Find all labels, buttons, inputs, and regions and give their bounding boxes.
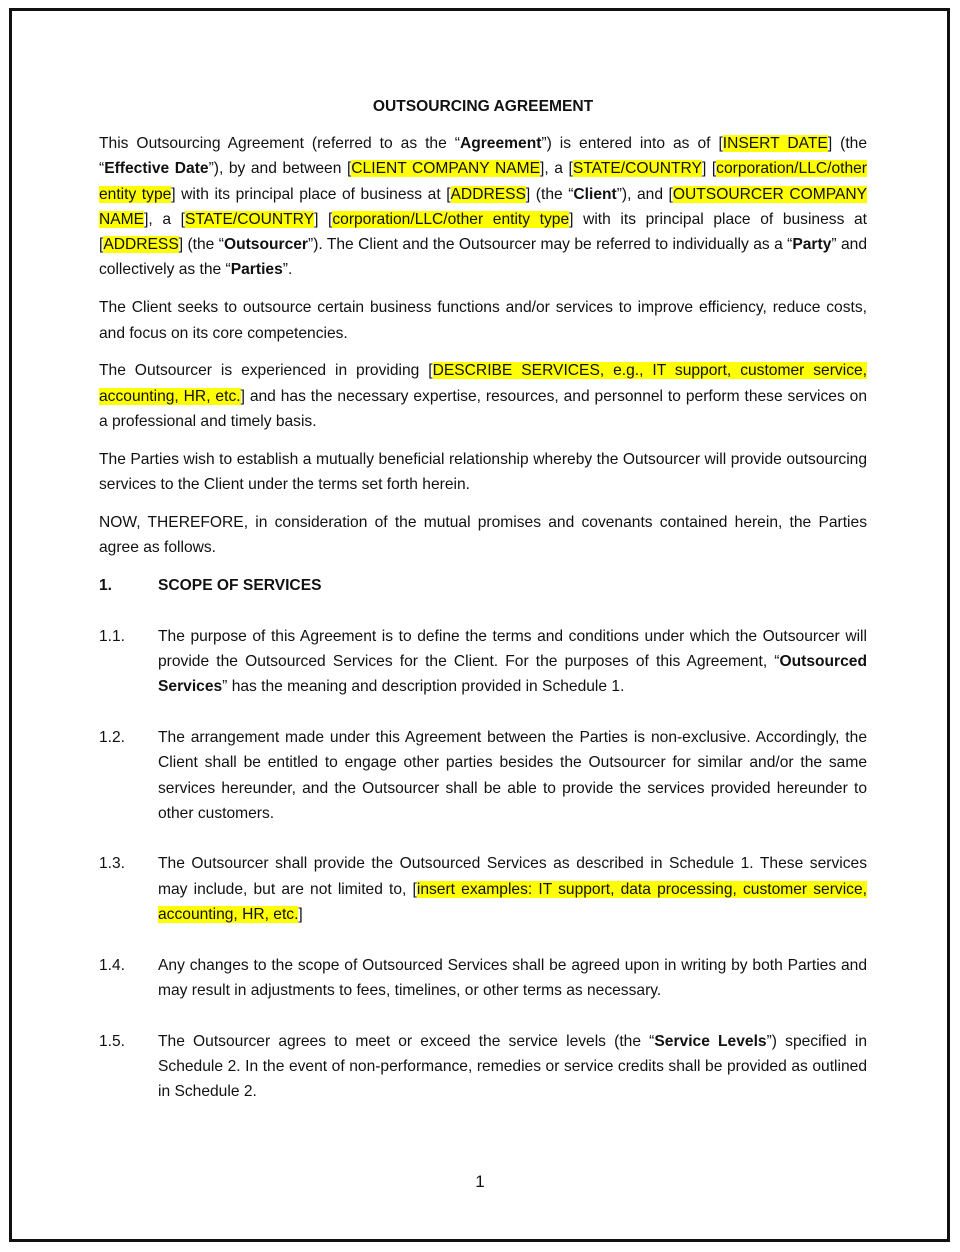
clause-text <box>158 851 867 927</box>
clause-1-4 <box>99 953 867 1004</box>
clause-text: Any changes to the scope of Outsourced Services shall be agreed upon in writing by both Parties and may result in adjustments to fees, timelines, or other terms as necessary. <box>158 956 867 999</box>
intro-text: ] (the “ <box>525 185 574 203</box>
defined-term-outsourcer: Outsourcer <box>223 236 309 254</box>
defined-term-parties: Parties <box>230 261 283 279</box>
recital-paragraph <box>99 358 867 434</box>
intro-text: ] with its principal place of business at [ <box>99 210 867 254</box>
document-body <box>99 94 867 1130</box>
defined-term-party: Party <box>792 236 832 254</box>
placeholder-client-entity-type: corporation/LLC/other entity type <box>99 160 868 203</box>
placeholder-describe-services: DESCRIBE SERVICES, e.g., IT support, customer service, accounting, HR, etc. <box>99 362 867 405</box>
recital-text: The Outsourcer is experienced in providing [ <box>99 362 433 380</box>
placeholder-insert-date: INSERT DATE <box>722 135 828 152</box>
defined-term-client: Client <box>573 185 617 203</box>
placeholder-client-state-country: STATE/COUNTRY <box>572 160 702 178</box>
intro-paragraph <box>99 131 867 283</box>
placeholder-outsourcer-state-country: STATE/COUNTRY <box>184 210 315 228</box>
placeholder-outsourcer-entity-type: corporation/LLC/other entity type <box>332 210 570 228</box>
placeholder-outsourcer-company-name: OUTSOURCER COMPANY NAME <box>99 185 868 228</box>
page-number: 1 <box>475 1172 485 1191</box>
intro-text: ”). The Client and the Outsourcer may be referred to individually as a “ <box>308 236 793 254</box>
clause-1-2 <box>99 725 867 826</box>
clause-number: 1.4. <box>99 956 126 974</box>
intro-text: ”), and [ <box>616 185 673 203</box>
clause-1-1 <box>99 624 867 700</box>
document-title: OUTSOURCING AGREEMENT <box>372 98 594 115</box>
intro-text: ” and collectively as the “ <box>99 236 867 279</box>
intro-text: ], a [ <box>540 160 573 178</box>
intro-text: ”) is entered into as of [ <box>541 135 723 152</box>
intro-text: ] with its principal place of business at [ <box>171 185 451 203</box>
clause-text-part: The purpose of this Agreement is to define the terms and conditions under which the Outsourcer will provide the Outsourced Services for the Client. For the purposes of this Agreement, “ <box>158 627 867 671</box>
defined-term-effective-date: Effective Date <box>104 160 209 178</box>
placeholder-outsourcer-address: ADDRESS <box>103 236 179 254</box>
clause-number: 1.2. <box>99 728 126 746</box>
intro-text: ] (the “ <box>178 236 224 254</box>
clause-text: The arrangement made under this Agreement between the Parties is non-exclusive. Accordingly, the Client shall be entitled to engage other parties besides the Outsourcer for similar and/or the same services hereunder, and the Outsourcer shall be able to provide the services provided hereunder to other customers. <box>158 728 867 822</box>
intro-text: ], a [ <box>144 210 185 228</box>
section-number: 1. <box>99 577 113 595</box>
clause-text-part: ”) specified in Schedule 2. In the event of non-performance, remedies or service credits shall be provided as outlined in Schedule 2. <box>158 1032 868 1101</box>
clause-number: 1.5. <box>99 1032 126 1050</box>
section-title: SCOPE OF SERVICES <box>158 577 322 595</box>
intro-text: ”), by and between [ <box>208 160 352 178</box>
placeholder-client-address: ADDRESS <box>450 185 526 203</box>
intro-text: ] [ <box>314 210 333 228</box>
intro-text: ”. <box>282 261 293 279</box>
intro-text: ] (the “ <box>99 135 867 178</box>
clause-text <box>158 1029 867 1105</box>
recital-paragraph: NOW, THEREFORE, in consideration of the mutual promises and covenants contained herein, the Parties agree as follows. <box>99 513 867 557</box>
defined-term-outsourced-services: Outsourced Services <box>158 653 867 696</box>
recital-paragraph: The Parties wish to establish a mutually beneficial relationship whereby the Outsourcer will provide outsourcing services to the Client under the terms set forth herein. <box>99 450 867 494</box>
clause-number: 1.1. <box>99 627 126 645</box>
placeholder-service-examples: insert examples: IT support, data processing, customer service, accounting, HR, etc. <box>158 880 867 924</box>
intro-text: This Outsourcing Agreement (referred to as the “ <box>99 135 460 152</box>
defined-term-service-levels: Service Levels <box>654 1032 767 1050</box>
recital-paragraph: The Client seeks to outsource certain business functions and/or services to improve efficiency, reduce costs, and focus on its core competencies. <box>99 299 867 342</box>
clause-text-part: ] <box>298 906 303 924</box>
clause-1-3 <box>99 851 867 927</box>
clause-text <box>158 624 867 700</box>
clause-number: 1.3. <box>99 855 126 873</box>
clause-text-part: The Outsourcer agrees to meet or exceed the service levels (the “ <box>158 1032 655 1050</box>
intro-text: ] [ <box>701 160 717 178</box>
clause-text-part: ” has the meaning and description provided in Schedule 1. <box>222 678 625 696</box>
section-heading <box>99 573 867 598</box>
clause-1-5 <box>99 1029 867 1105</box>
recital-text: ] and has the necessary expertise, resources, and personnel to perform these services on a professional and timely basis. <box>99 387 867 430</box>
clause-text-part: The Outsourcer shall provide the Outsourced Services as described in Schedule 1. These services may include, but are not limited to, [ <box>158 855 867 898</box>
placeholder-client-company-name: CLIENT COMPANY NAME <box>351 160 541 178</box>
defined-term-agreement: Agreement <box>459 135 542 152</box>
